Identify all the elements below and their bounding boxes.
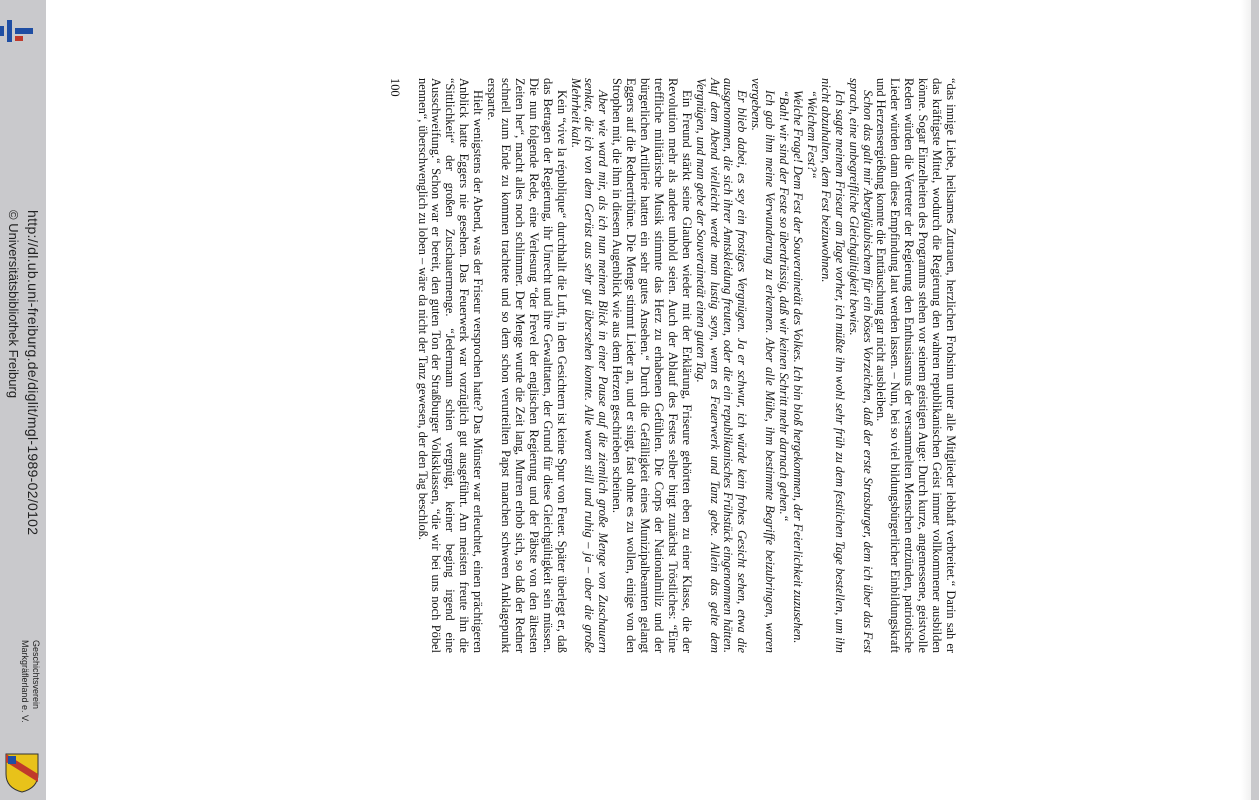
library-logo-icon — [0, 14, 40, 54]
page-edge-shadow — [1241, 0, 1251, 800]
society-credit — [19, 640, 41, 723]
page-text-block — [387, 78, 957, 653]
paragraph-4: “Welchem Fest?“ — [804, 90, 819, 179]
paragraph-7: Ich gab ihm meine Verwunderung zu erkennen. Aber alle Mühe, ihm bestimmte Begriffe beizubringen, waren vergebens. — [749, 78, 778, 653]
society-line-1: Geschichtsverein — [31, 640, 41, 710]
viewer-left-strip — [0, 0, 46, 800]
paragraph-11: Kein “vive la république“ durchhallt die Luft, in den Gesichtern ist keine Spur von Feuer. Später überlegt er, daß das Betragen der Regierung, ihr Unrecht und ihre Gewalttaten, der Grund für diese Gleichgültigkeit sein müssen. Die nun folgende Rede, eine Verlesung “der Frevel der englischen Regierung und der Päbste von den ältesten Zeiten her“, macht alles noch schlimmer. Der Menge wurde die Zeit lang, Murren erhob sich, so daß der Redner schnell zum Ende zu kommen trachtete und so dem schon verurteilten Papst manchen schweren Anklagepunkt ersparte. — [485, 78, 569, 653]
paragraph-6: “Bah! wir sind der Feste so überdrüssig, daß wir keinen Schritt mehr darnach gehen.“ — [777, 90, 792, 522]
institution-credit: © Universitätsbibliothek Freiburg — [6, 210, 21, 399]
viewer-right-strip — [1251, 0, 1259, 800]
paragraph-1: “das innige Liebe, heilsames Zutrauen, herzlichen Frohsinn unter alle Mitglieder lebhaft verbreitet.“ Darin sah er das kräftigste Mittel, wodurch die Regierung den wahren republikanischen Geist immer vollkommener ausbilden könne. Sogar Einzelheiten des Programms stehen vor seinem geistigen Auge: Durch kurze, angemessene, geistvolle Reden würden die Vertreter der Regierung den Enthusiasmus der versammelten Menschen entzünden, patriotische Lieder würden dann diese Empfindung laut werden lassen. – Nun, bei so viel bildungsbürgerlicher Einbildungskraft und Herzensergießung konnte die Enttäuschung gar nicht ausbleiben. — [874, 78, 958, 653]
paragraph-5: Welche Frage! Dem Fest der Souverainetät des Volkes. Ich bin bloß hergekommen, der Feierlichkeit zuzusehen. — [791, 90, 806, 644]
paragraph-9: Ein Freund stärkt seine Glauben wieder mit der Erklärung, Friseure gehörten eben zu einer Klasse, die der Revolution mehr als andere unhold seien. Auch der Ablauf des Festes selber birgt zunächst Tröstliches: “Eine treffliche militärische Musik stimmte das Herz zu erhabenen Gefühlen. Die Corps der Nationalmiliz und der bürgerlichen Artillerie hatten ein sehr gutes Ansehen.“ Durch die Gefälligkeit eines Munizipalbeamten gelangt Eggers auf die Rednertribüne. Die Menge stimmt Lieder an, und er singt, fast ohne es zu wollen, einige von den Strophen mit, die ihm in diesem Augenblick wie aus dem Herzen geschrieben scheinen. — [610, 78, 694, 653]
document-url[interactable]: http://dl.ub.uni-freiburg.de/diglit/mgl-1989-02/0102 — [25, 210, 41, 536]
page-number: 100 — [387, 78, 402, 97]
paragraph-2: Schon das galt mir Abergläubischem für ein böses Vorzeichen, daß der erste Strasburger, dem ich über das Fest sprach, eine unbegreifliche Gleichgültigkeit bewies. — [846, 78, 875, 653]
society-crest-icon — [4, 752, 40, 794]
paragraph-12: Hielt wenigstens der Abend, was der Friseur versprochen hatte? Das Münster war erleuchtet, einen prächtigeren Anblick hatte Eggers nie gesehen. Das Feuerwerk war vorzüglich gut ausgeführt. Am meisten freute ihn die “Sittlichkeit“ der großen Zuschauermenge. “Jedermann schien vergnügt, keiner beging irgend eine Ausschweifung.“ Schon war er bereit, den guten Ton der Straßburger Volksklassen, “die wir bei uns noch Pöbel nennen“, überschwenglich zu loben – wäre da nicht der Tanz gewesen, der den Tag beschloß. — [415, 78, 486, 653]
scanned-page — [170, 75, 960, 655]
paragraph-8: Er blieb dabei, es sey ein frostiges Vergnügen. Ja er schwur, ich würde kein frohes Gesicht sehen, etwa die ausgenommen, die sich ihrer Amtskleidung freuten, oder die ein republikanisches Frühstück eingenommen hätten. Auf dem Abend vielleicht werde man lustig seyn, wenn es Feuerwerk und Tanz gebe. Allein das gelte dem Vergnügen, und man gebe der Souverainetät einen guten Tag. — [693, 78, 750, 653]
society-line-2: Markgräflerland e. V. — [20, 640, 30, 723]
paragraph-3: Ich sagte meinem Friseur am Tage vorher, ich müßte ihn wohl sehr früh zu dem festlichen Tage bestellen, um ihn nicht abzuhalten, dem Fest beizuwohnen. — [818, 78, 847, 653]
paragraph-10: Aber wie ward mir, als ich nun meinen Blick in einer Pause auf die ziemlich große Menge von Zuschauern senkte, die ich von dem Gerüst aus sehr gut übersehen konnte. Alle waren still und ruhig – ja – aber die große Mehrheit kalt. — [568, 78, 611, 653]
